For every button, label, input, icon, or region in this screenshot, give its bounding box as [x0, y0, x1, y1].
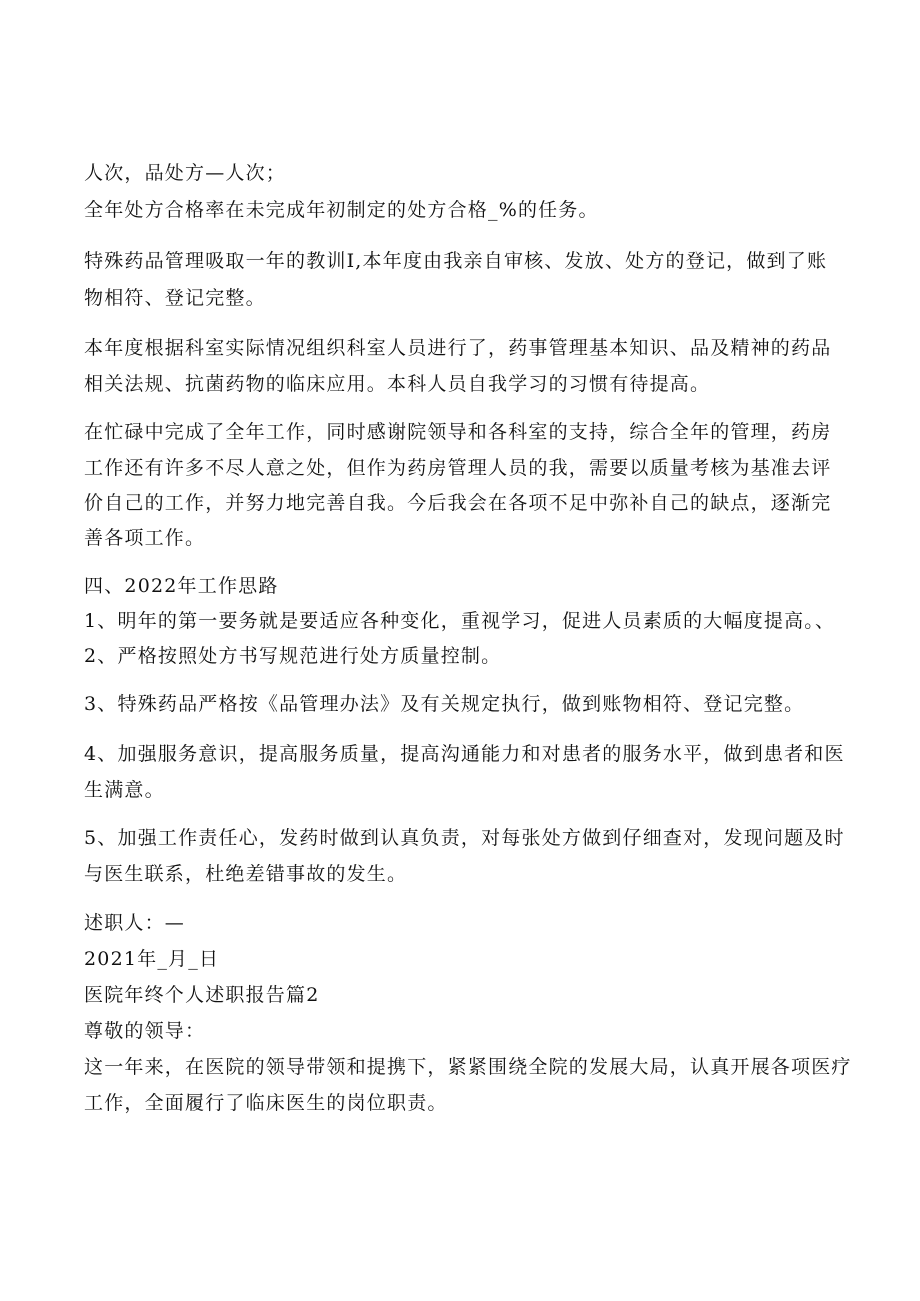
date-line: 2021年_月_日 — [84, 948, 220, 970]
list-item: 1、明年的第一要务就是要适应各种变化，重视学习，促进人员素质的大幅度提高。、 — [84, 610, 836, 632]
text-line: 相关法规、抗菌药物的临床应用。本科人员自我学习的习惯有待提高。 — [84, 373, 711, 395]
list-item: 4、加强服务意识，提高服务质量，提高沟通能力和对患者的服务水平，做到患者和医 — [84, 743, 845, 765]
list-item: 2、严格按照处方书写规范进行处方质量控制。 — [84, 645, 502, 667]
text-line: 特殊药品管理吸取一年的教训I,本年度由我亲自审核、发放、处方的登记，做到了账 — [84, 250, 828, 272]
text-line: 工作，全面履行了临床医生的岗位职责。 — [84, 1092, 448, 1114]
document-title: 医院年终个人述职报告篇2 — [84, 984, 320, 1006]
list-item: 3、特殊药品严格按《品管理办法》及有关规定执行，做到账物相符、登记完整。 — [84, 693, 805, 715]
text-line: 本年度根据科室实际情况组织科室人员进行了，药事管理基本知识、品及精神的药品 — [84, 337, 832, 359]
text-line: 在忙碌中完成了全年工作，同时感谢院领导和各科室的支持，综合全年的管理，药房 — [84, 421, 832, 443]
salutation: 尊敬的领导： — [84, 1020, 206, 1042]
section-heading: 四、2022年工作思路 — [84, 575, 279, 597]
text-line: 善各项工作。 — [84, 527, 206, 549]
list-item-continuation: 生满意。 — [84, 779, 165, 801]
text-line: 全年处方合格率在未完成年初制定的处方合格_%的任务。 — [84, 199, 599, 221]
text-line: 价自己的工作，并努力地完善自我。今后我会在各项不足中弥补自己的缺点，逐渐完 — [84, 492, 832, 514]
signature-line: 述职人：— — [84, 912, 186, 934]
text-line: 这一年来，在医院的领导带领和提携下，紧紧围绕全院的发展大局，认真开展各项医疗 — [84, 1056, 852, 1078]
text-line: 物相符、登记完整。 — [84, 287, 266, 309]
list-item: 5、加强工作责任心，发药时做到认真负责，对每张处方做到仔细查对，发现问题及时 — [84, 827, 845, 849]
list-item-continuation: 与医生联系，杜绝差错事故的发生。 — [84, 863, 408, 885]
text-line: 人次，品处方—人次； — [84, 162, 287, 184]
text-line: 工作还有许多不尽人意之处，但作为药房管理人员的我，需要以质量考核为基准去评 — [84, 457, 832, 479]
